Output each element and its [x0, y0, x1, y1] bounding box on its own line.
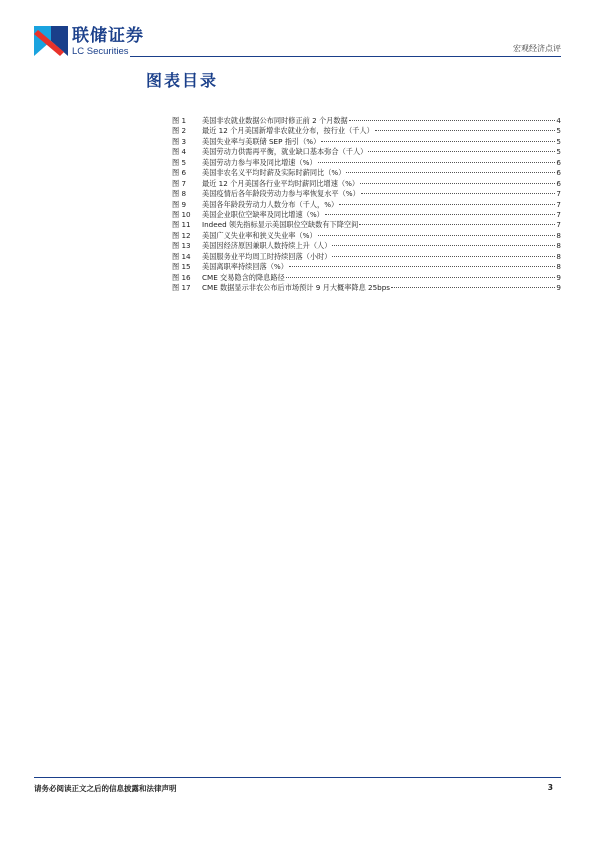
- toc-entry-page: 7: [556, 199, 561, 209]
- toc-entry-page: 4: [556, 116, 561, 125]
- toc-dot-leader: [391, 286, 555, 288]
- toc-entry[interactable]: [172, 262, 561, 272]
- toc-entry[interactable]: [172, 231, 561, 241]
- toc-dot-leader: [332, 244, 555, 246]
- toc-entry-page: 6: [556, 178, 561, 188]
- toc-entry-number: 图 10: [172, 209, 191, 219]
- toc-entry-title: CME 交易隐含的降息路径: [202, 272, 285, 282]
- toc-dot-leader: [332, 255, 555, 257]
- toc-entry[interactable]: [172, 220, 561, 230]
- toc-entry-page: 5: [556, 136, 561, 146]
- toc-entry-page: 6: [556, 168, 561, 178]
- toc-entry-number: 图 11: [172, 220, 191, 230]
- toc-entry-number: 图 8: [172, 189, 187, 199]
- legal-disclaimer: 请务必阅读正文之后的信息披露和法律声明: [34, 784, 177, 793]
- toc-entry[interactable]: [172, 189, 561, 199]
- brand-name-en: LC Securities: [72, 46, 129, 57]
- toc-entry-title: CME 数据显示非农公布后市场预计 9 月大概率降息 25bps: [202, 283, 391, 292]
- brand-name-cn: 联储证券: [72, 26, 144, 46]
- toc-entry-number: 图 16: [172, 272, 191, 282]
- toc-dot-leader: [349, 119, 556, 121]
- toc-entry[interactable]: [172, 158, 561, 168]
- toc-entry-page: 8: [556, 230, 561, 240]
- toc-entry[interactable]: [172, 179, 561, 189]
- toc-dot-leader: [361, 192, 556, 194]
- toc-entry[interactable]: [172, 126, 561, 136]
- toc-entry-page: 7: [556, 189, 561, 199]
- toc-entry-title: 美国各年龄段劳动力人数分布（千人，%）: [202, 199, 339, 209]
- toc-entry-number: 图 6: [172, 168, 187, 178]
- toc-title: 图表目录: [146, 71, 219, 90]
- figure-table-of-contents: [172, 116, 561, 293]
- toc-entry-title: 美国劳动力参与率及同比增速（%）: [202, 157, 317, 167]
- toc-entry-page: 8: [556, 262, 561, 272]
- toc-entry-number: 图 14: [172, 251, 191, 261]
- toc-dot-leader: [339, 203, 555, 205]
- toc-entry-page: 7: [556, 220, 561, 230]
- toc-entry-page: 6: [556, 157, 561, 167]
- toc-entry-number: 图 9: [172, 199, 187, 209]
- toc-dot-leader: [346, 171, 555, 173]
- toc-entry[interactable]: [172, 168, 561, 178]
- toc-entry-number: 图 15: [172, 262, 191, 272]
- page-number: 3: [547, 783, 553, 792]
- toc-entry-title: Indeed 领先指标显示美国职位空缺数有下降空间: [202, 220, 359, 230]
- toc-dot-leader: [318, 161, 556, 163]
- toc-entry-number: 图 7: [172, 178, 187, 188]
- toc-entry[interactable]: [172, 210, 561, 220]
- toc-entry-title: 美国疫情后各年龄段劳动力参与率恢复水平（%）: [202, 189, 360, 199]
- toc-entry-title: 最近 12 个月美国新增非农就业分布，按行业（千人）: [202, 126, 374, 136]
- toc-entry-title: 美国离职率持续回落（%）: [202, 262, 288, 272]
- toc-entry-number: 图 13: [172, 241, 191, 251]
- toc-entry-title: 美国非农名义平均时薪及实际时薪同比（%）: [202, 168, 346, 178]
- toc-entry[interactable]: [172, 116, 561, 126]
- toc-entry[interactable]: [172, 283, 561, 293]
- toc-entry-number: 图 3: [172, 136, 187, 146]
- toc-entry-page: 7: [556, 209, 561, 219]
- toc-entry-page: 5: [556, 147, 561, 157]
- toc-dot-leader: [286, 276, 556, 278]
- toc-entry-page: 8: [556, 241, 561, 251]
- toc-dot-leader: [360, 182, 555, 184]
- page-header: [0, 0, 595, 60]
- toc-entry-title: 美国劳动力供需再平衡，就业缺口基本弥合（千人）: [202, 147, 368, 157]
- toc-entry-title: 美国广义失业率和狭义失业率（%）: [202, 230, 317, 240]
- toc-dot-leader: [375, 129, 556, 131]
- toc-entry-page: 5: [556, 126, 561, 136]
- toc-entry-title: 最近 12 个月美国各行业平均时薪同比增速（%）: [202, 178, 360, 188]
- brand-name: [72, 28, 144, 57]
- toc-entry[interactable]: [172, 137, 561, 147]
- header-divider: [130, 56, 561, 57]
- toc-entry[interactable]: [172, 273, 561, 283]
- toc-entry-number: 图 4: [172, 147, 187, 157]
- toc-entry[interactable]: [172, 200, 561, 210]
- toc-entry-title: 美国服务业平均周工时持续回落（小时）: [202, 251, 332, 261]
- toc-entry[interactable]: [172, 252, 561, 262]
- toc-entry[interactable]: [172, 147, 561, 157]
- toc-dot-leader: [318, 234, 556, 236]
- toc-entry-page: 8: [556, 251, 561, 261]
- toc-entry-title: 美国企业职位空缺率及同比增速（%）: [202, 209, 324, 219]
- toc-entry-page: 9: [556, 283, 561, 292]
- lc-securities-logo-icon: [34, 26, 68, 56]
- toc-entry-number: 图 17: [172, 283, 191, 292]
- toc-entry[interactable]: [172, 241, 561, 251]
- toc-entry-title: 美国因经济原因兼职人数持续上升（人）: [202, 241, 332, 251]
- toc-entry-number: 图 5: [172, 157, 187, 167]
- toc-entry-number: 图 2: [172, 126, 187, 136]
- toc-dot-leader: [359, 223, 555, 225]
- toc-entry-number: 图 1: [172, 116, 187, 125]
- toc-dot-leader: [289, 265, 556, 267]
- toc-dot-leader: [325, 213, 556, 215]
- toc-entry-number: 图 12: [172, 230, 191, 240]
- toc-entry-page: 9: [556, 272, 561, 282]
- toc-entry-title: 美国失业率与美联储 SEP 指引（%）: [202, 136, 321, 146]
- toc-entry-title: 美国非农就业数据公布同时修正前 2 个月数据: [202, 116, 348, 125]
- footer-divider: [34, 777, 561, 778]
- report-type-label: 宏观经济点评: [513, 44, 561, 53]
- toc-dot-leader: [368, 150, 555, 152]
- toc-dot-leader: [321, 140, 555, 142]
